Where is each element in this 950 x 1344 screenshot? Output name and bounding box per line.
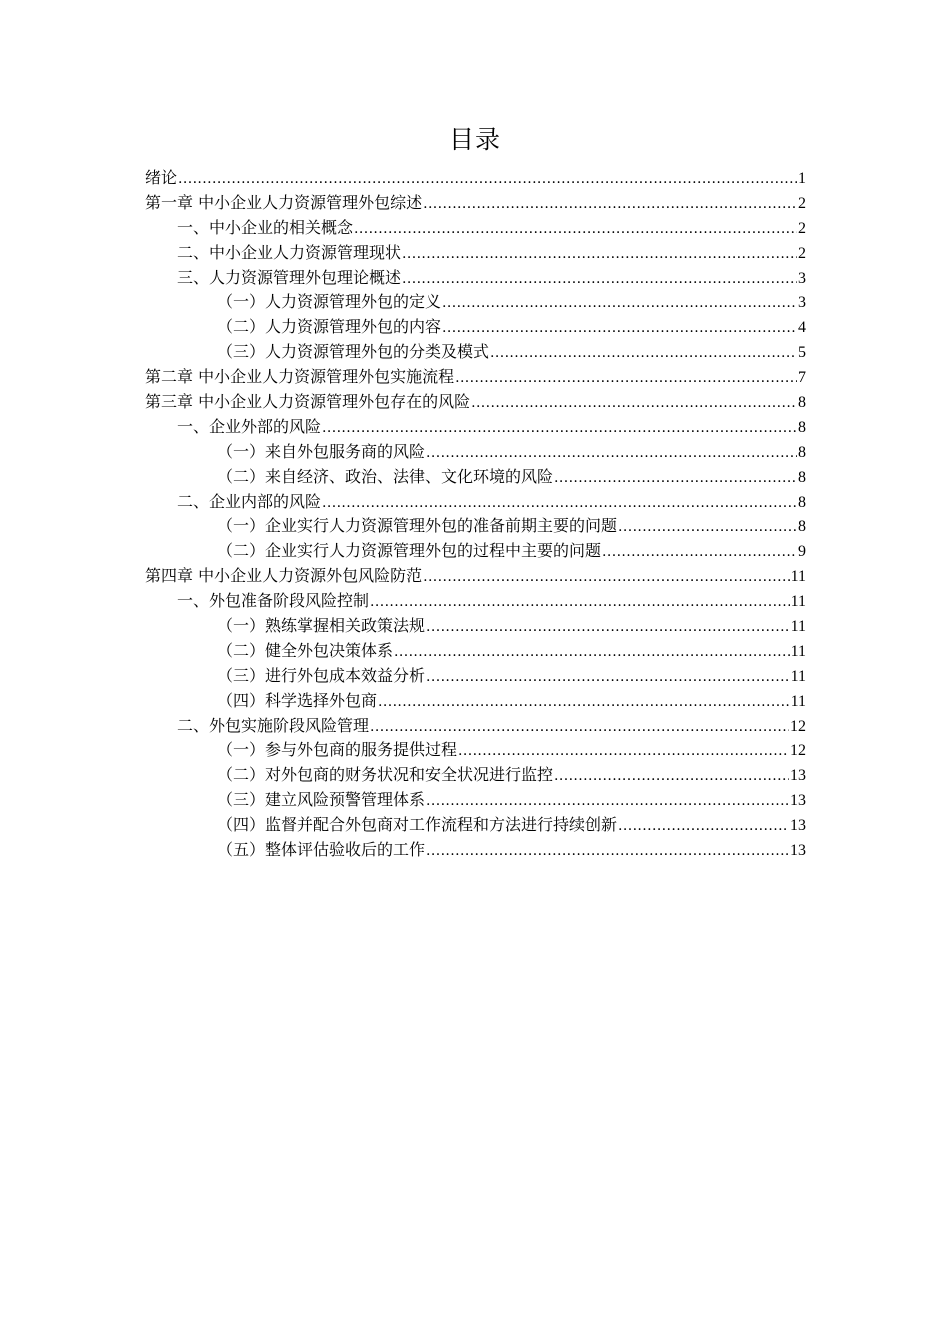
toc-entry[interactable] [145,216,806,241]
toc-entry-text: （一）来自外包服务商的风险 [217,441,426,461]
toc-dot-leader [322,491,797,516]
toc-entry[interactable] [145,738,806,763]
toc-dot-leader [423,565,790,590]
toc-entry[interactable] [145,440,806,465]
toc-dot-leader [554,764,789,789]
toc-page-number: 11 [790,667,806,685]
toc-dot-leader [442,291,797,316]
toc-entry[interactable] [145,490,806,515]
toc-entry-text: （五）整体评估验收后的工作 [217,840,426,860]
toc-entry-text: 绪论 [145,168,178,187]
toc-entry-text: 二、中小企业人力资源管理现状 [177,242,402,262]
toc-entry-text: 二、企业内部的风险 [177,491,322,511]
toc-dot-leader [370,715,789,740]
toc-entry[interactable] [145,788,806,813]
toc-dot-leader [471,391,797,416]
toc-entry-text: （三）人力资源管理外包的分类及模式 [217,342,490,362]
toc-entry-text: （一）企业实行人力资源管理外包的准备前期主要的问题 [217,516,618,536]
toc-entry[interactable] [145,290,806,315]
toc-dot-leader [370,590,790,615]
toc-entry[interactable] [145,514,806,539]
toc-entry-text: （一）参与外包商的服务提供过程 [217,740,458,760]
toc-dot-leader [426,615,790,640]
toc-page-number: 12 [790,742,806,760]
toc-page-number: 8 [798,443,806,461]
toc-page-number: 4 [798,319,806,337]
toc-entry[interactable] [145,266,806,291]
toc-entry-text: 一、外包准备阶段风险控制 [177,591,370,611]
toc-dot-leader [322,416,797,441]
toc-entry-text: 第一章 中小企业人力资源管理外包综述 [145,192,423,212]
toc-page-number: 8 [798,518,806,536]
toc-dot-leader [602,540,797,565]
toc-entry[interactable] [145,465,806,490]
toc-dot-leader [426,839,789,864]
toc-page-number: 11 [790,568,806,586]
toc-entry-text: （四）科学选择外包商 [217,690,378,710]
toc-page-number: 8 [798,418,806,436]
toc-dot-leader [354,217,797,242]
toc-page-number: 1 [798,170,806,187]
toc-entry[interactable] [145,390,806,415]
toc-list [145,166,806,863]
toc-entry-text: 第三章 中小企业人力资源管理外包存在的风险 [145,392,471,412]
toc-page-number: 3 [798,269,806,287]
toc-page-number: 7 [798,369,806,387]
toc-page-number: 11 [790,692,806,710]
toc-page-number: 8 [798,468,806,486]
toc-dot-leader [394,640,790,665]
toc-entry[interactable] [145,539,806,564]
toc-entry[interactable] [145,639,806,664]
toc-page-number: 11 [790,618,806,636]
toc-entry-text: （三）进行外包成本效益分析 [217,665,426,685]
toc-entry[interactable] [145,714,806,739]
toc-entry-text: （一）人力资源管理外包的定义 [217,292,442,312]
toc-dot-leader [490,341,797,366]
toc-entry-text: 第四章 中小企业人力资源外包风险防范 [145,566,423,586]
toc-page-number: 12 [790,717,806,735]
toc-entry[interactable] [145,838,806,863]
toc-entry-text: （三）建立风险预警管理体系 [217,790,426,810]
toc-dot-leader [455,366,797,391]
toc-entry[interactable] [145,241,806,266]
toc-dot-leader [618,814,789,839]
toc-dot-leader [178,167,797,192]
toc-entry[interactable] [145,813,806,838]
toc-entry-text: 第二章 中小企业人力资源管理外包实施流程 [145,367,455,387]
toc-page-number: 11 [790,642,806,660]
toc-entry-text: （二）企业实行人力资源管理外包的过程中主要的问题 [217,541,602,561]
toc-dot-leader [378,690,790,715]
toc-dot-leader [426,441,797,466]
toc-page-number: 9 [798,543,806,561]
toc-entry[interactable] [145,614,806,639]
toc-page-number: 8 [798,493,806,511]
toc-entry-text: （二）来自经济、政治、法律、文化环境的风险 [217,466,554,486]
toc-dot-leader [442,316,797,341]
toc-page-number: 8 [798,394,806,412]
toc-entry-text: （一）熟练掌握相关政策法规 [217,616,426,636]
toc-page-number: 2 [798,194,806,212]
toc-page-number: 2 [798,244,806,262]
toc-entry[interactable] [145,315,806,340]
toc-entry[interactable] [145,415,806,440]
toc-page-number: 13 [790,792,806,810]
toc-dot-leader [402,267,797,292]
toc-page-number: 3 [798,294,806,312]
toc-entry-text: （二）健全外包决策体系 [217,640,394,660]
toc-dot-leader [426,789,789,814]
toc-entry-text: 一、中小企业的相关概念 [177,217,354,237]
toc-entry-text: 一、企业外部的风险 [177,416,322,436]
toc-dot-leader [618,515,797,540]
toc-dot-leader [423,192,797,217]
toc-entry[interactable] [145,365,806,390]
toc-dot-leader [554,466,797,491]
toc-page-number: 11 [790,593,806,611]
toc-entry[interactable] [145,191,806,216]
toc-entry[interactable] [145,689,806,714]
toc-entry[interactable] [145,589,806,614]
toc-page-number: 13 [790,842,806,860]
toc-page-number: 2 [798,219,806,237]
toc-entry[interactable] [145,664,806,689]
toc-page-number: 5 [798,344,806,362]
toc-title: 目录 [448,125,501,154]
toc-entry-text: （二）对外包商的财务状况和安全状况进行监控 [217,765,554,785]
toc-entry[interactable] [145,340,806,365]
toc-dot-leader [426,665,790,690]
toc-entry-text: （四）监督并配合外包商对工作流程和方法进行持续创新 [217,815,618,835]
toc-entry-text: 二、外包实施阶段风险管理 [177,715,370,735]
toc-entry[interactable] [145,564,806,589]
toc-entry[interactable] [145,166,806,191]
toc-entry[interactable] [145,763,806,788]
toc-page-number: 13 [790,817,806,835]
toc-dot-leader [402,242,797,267]
toc-entry-text: （二）人力资源管理外包的内容 [217,317,442,337]
toc-dot-leader [458,739,789,764]
toc-entry-text: 三、人力资源管理外包理论概述 [177,267,402,287]
toc-page-number: 13 [790,767,806,785]
